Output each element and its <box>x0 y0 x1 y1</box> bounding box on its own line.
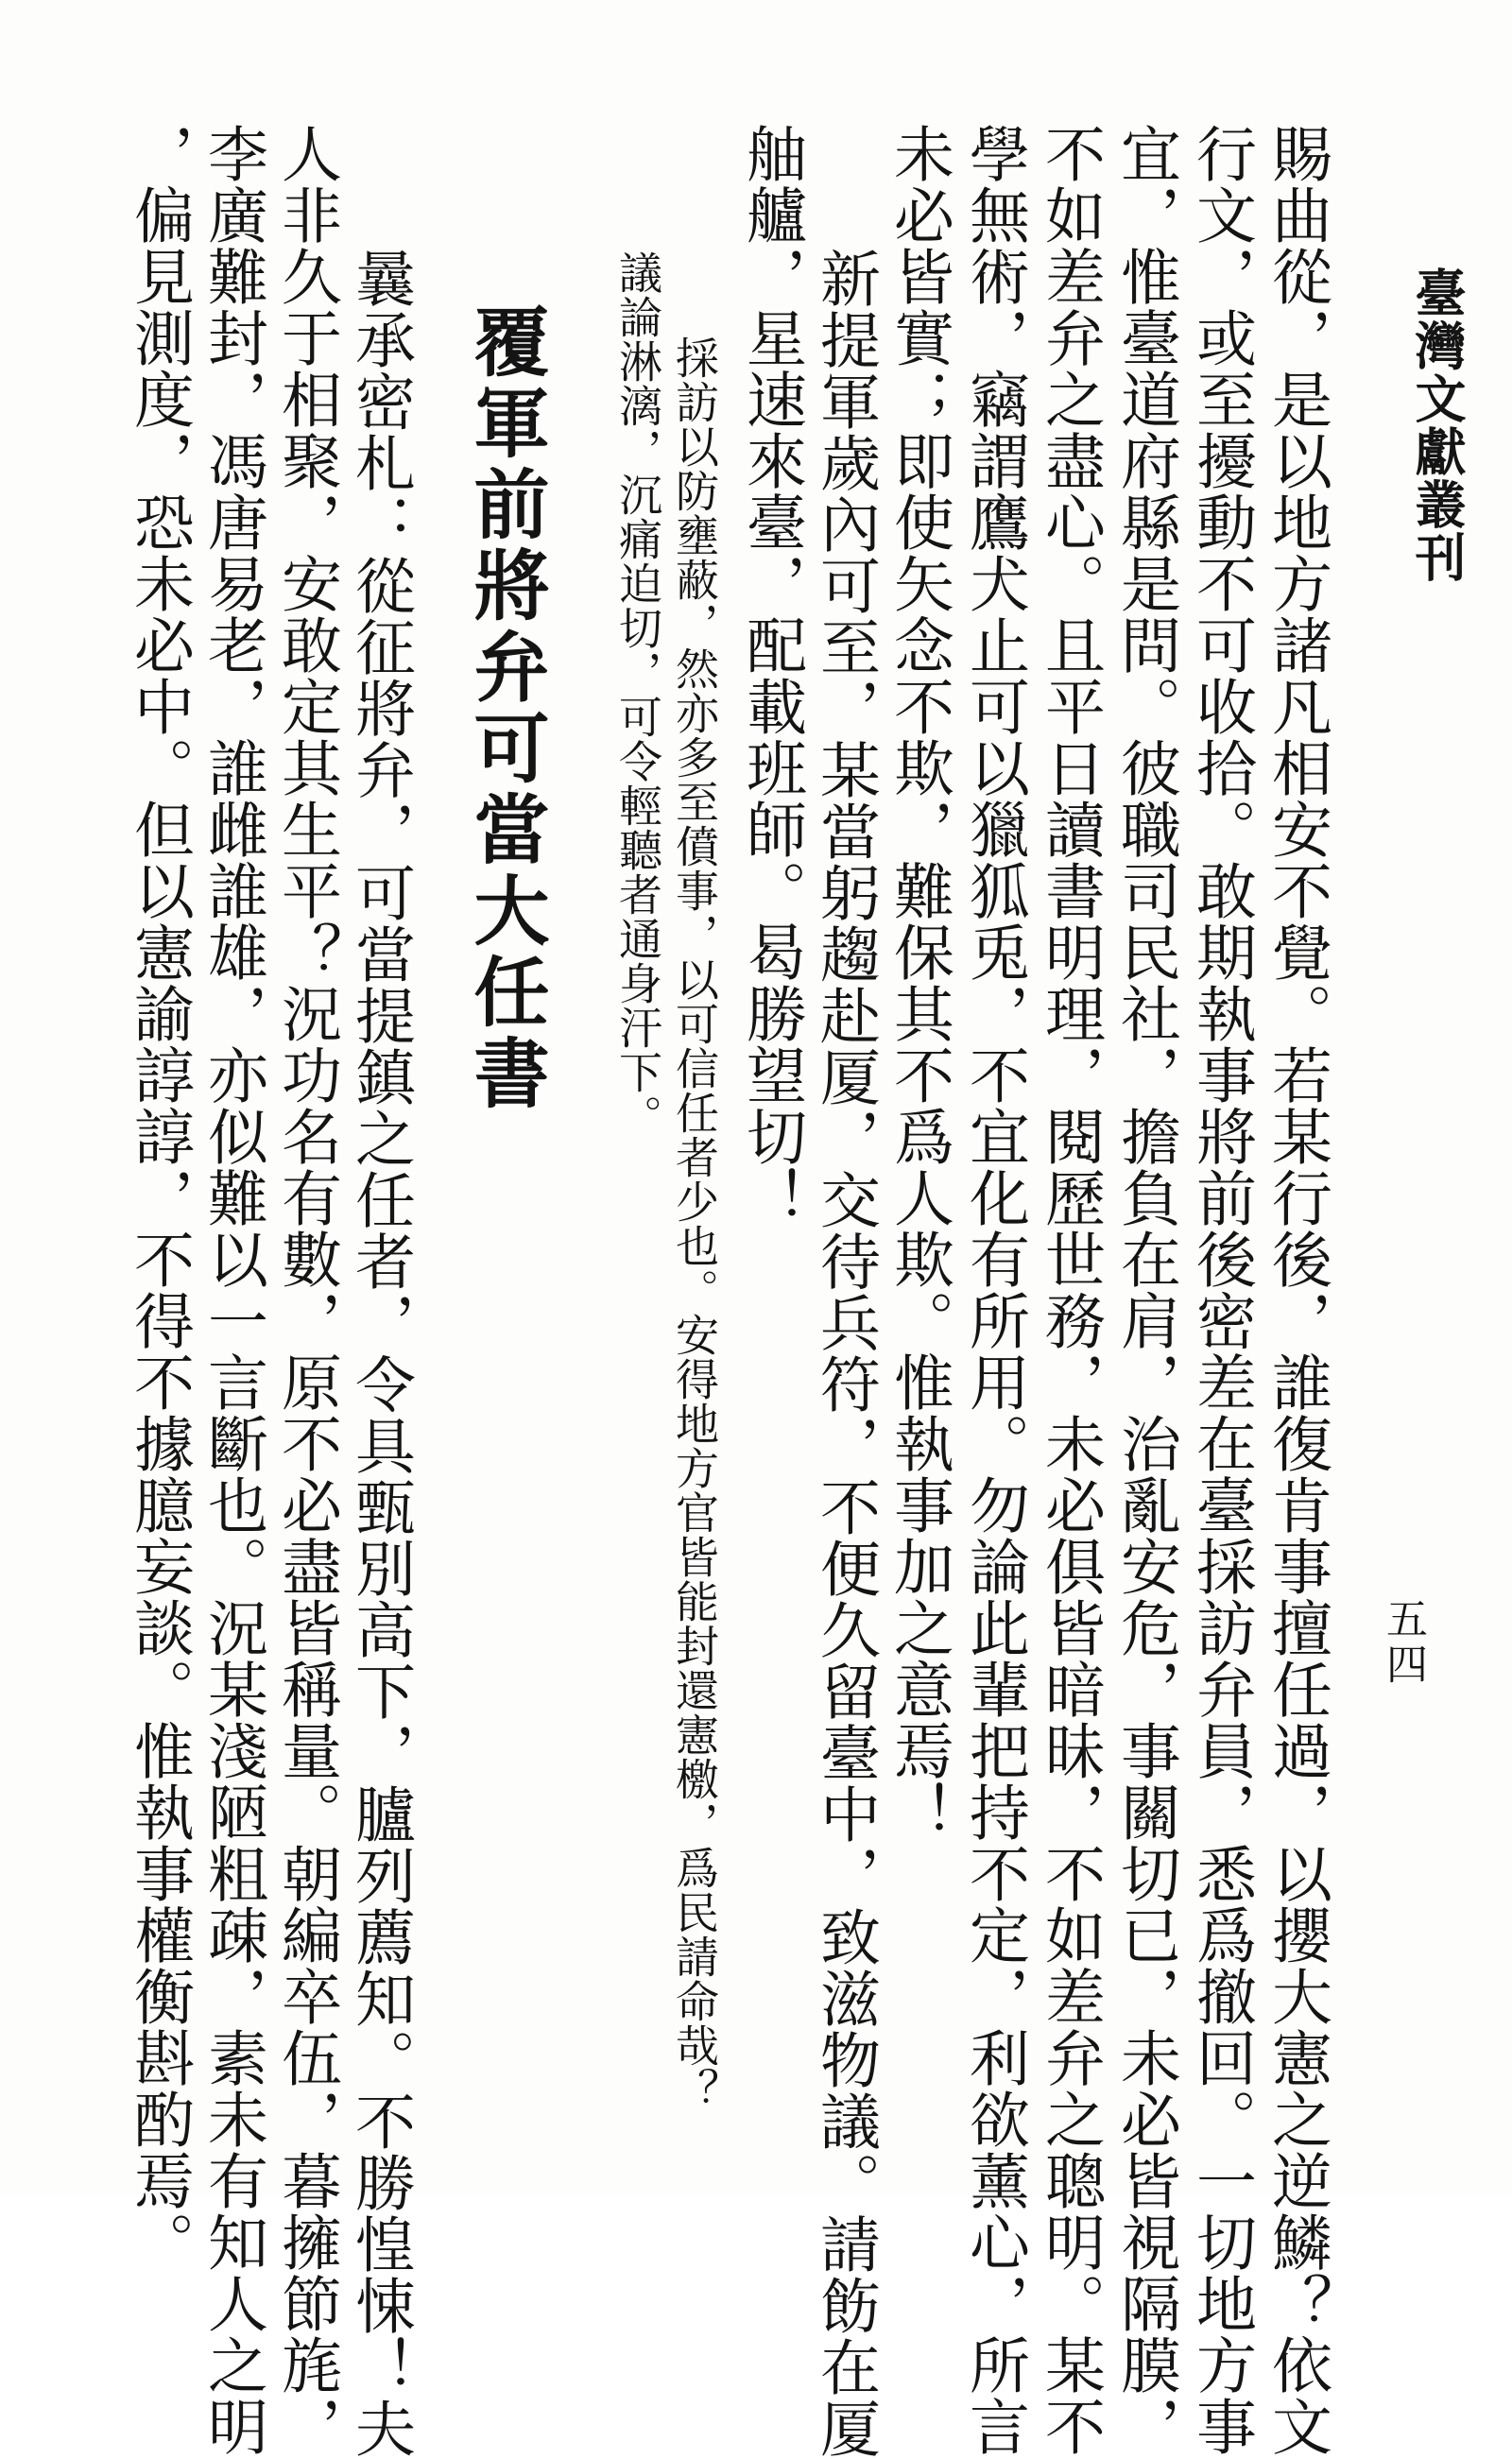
commentary-line: 採訪以防壅蔽，然亦多至僨事，以可信任者少也。安得地方官皆能封還憲檄，爲民請命哉？ <box>669 335 720 2112</box>
text-line: 李廣難封，馮唐易老，誰雌誰雄，亦似難以一言斷也。況某淺陋粗疎，素未有知人之明 <box>198 123 267 2457</box>
commentary-line: 議論淋漓，沉痛迫切，可令輕聽者通身汗下。 <box>612 250 663 1139</box>
text-line: 學無術，竊謂鷹犬止可以獵狐兎，不宜化有所用。勿論此輩把持不定，利欲薰心，所言 <box>959 123 1029 2457</box>
journal-title: 臺灣文獻叢刊 <box>1407 267 1468 584</box>
text-line: 未必皆實；即使矢念不欺，難保其不爲人欺。惟執事加之意焉！ <box>884 123 954 1843</box>
text-line: 行文，或至擾動不可收拾。敢期執事將前後密差在臺採訪弁員，悉爲撤回。一切地方事 <box>1186 123 1256 2457</box>
text-line: 曩承密札：從征將弁，可當提鎮之任者，令具甄別高下，臚列薦知。不勝惶悚！夫 <box>345 248 415 2459</box>
text-line: 新提軍歲內可至，某當躬趨赴厦，交待兵符，不便久留臺中，致滋物議。請飭在厦 <box>810 248 880 2459</box>
letter-title: 覆軍前將弁可當大任書 <box>461 302 550 1115</box>
page-number: 五四 <box>1379 1597 1427 1688</box>
text-line: 不如差弁之盡心。且平日讀書明理，閱歷世務，未必俱皆暗昧，不如差弁之聰明。某不 <box>1035 123 1105 2457</box>
text-line: 舳艫，星速來臺，配載班師。曷勝望切！ <box>736 123 806 1229</box>
text-line: 宜，惟臺道府縣是問。彼職司民社，擔負在肩，治亂安危，事關切已，未必皆視隔膜， <box>1110 123 1180 2457</box>
text-line: 賜曲從，是以地方諸凡相安不覺。若某行後，誰復肯事擅任過，以攖大憲之逆鱗？依文 <box>1262 123 1332 2457</box>
text-line: ，偏見測度，恐未必中。但以憲諭諄諄，不得不據臆妄談。惟執事權衡斟酌焉。 <box>124 123 194 2273</box>
text-line: 人非久于相聚，安敢定其生平？況功名有數，原不必盡皆稱量。朝編卒伍，暮擁節旄， <box>271 123 341 2457</box>
